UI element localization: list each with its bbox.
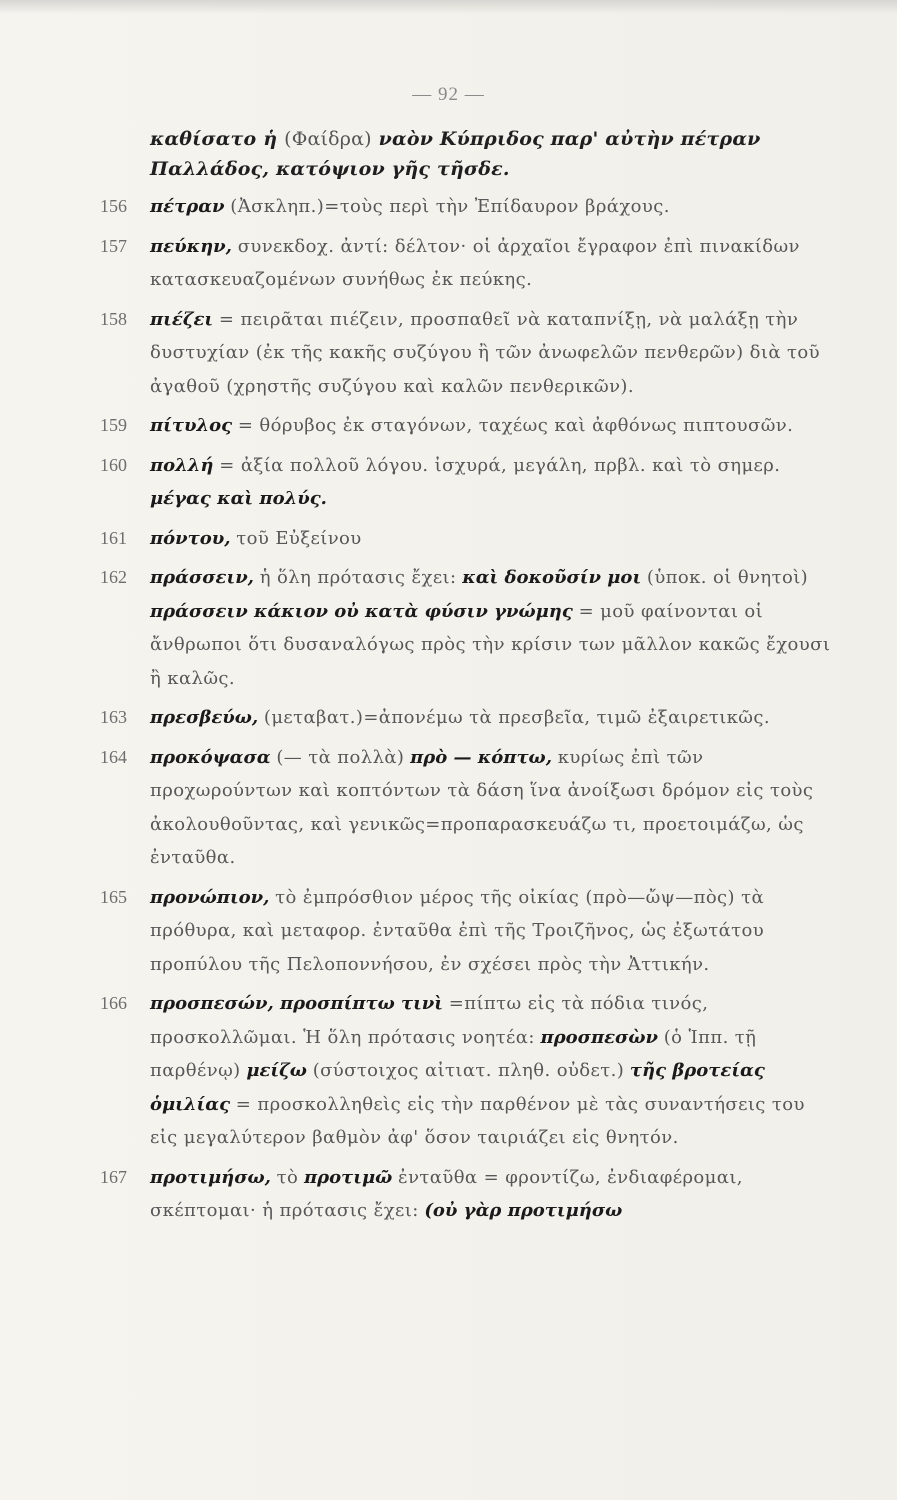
entry-number: 163: [100, 707, 127, 727]
entry-gloss-3: = μοῦ φαίνονται οἱ ἄνθρωποι ὅτι δυσαναλόγως πρὸς τὴν κρίσιν των μᾶλλον κακῶς ἔχουσι ἢ καλῶς.: [150, 600, 831, 689]
heading-line2: Παλλάδος, κατόψιον γῆς τῆσδε.: [150, 158, 510, 180]
entry-number: 167: [100, 1166, 127, 1187]
entry-gloss: τὸ: [276, 1166, 299, 1188]
page-edge-shadow: [0, 0, 897, 14]
entry-number: 159: [100, 415, 127, 435]
entry-gloss-2: ἐνταῦθα = φροντίζω, ἐνδιαφέρομαι, σκέπτομαι· ἡ πρότασις ἔχει:: [150, 1166, 743, 1221]
entry-number: 166: [100, 993, 127, 1013]
entry-gloss: =πίπτω εἰς τὰ πόδια τινός, προσκολλῶμαι. Ἡ ὅλη πρότασις νοητέα:: [150, 993, 709, 1048]
entry-gloss: = ἀξία πολλοῦ λόγου. ἰσχυρά, μεγάλη, πρβλ. καὶ τὸ σημερ.: [219, 454, 781, 476]
heading-line1-rest: ναὸν Κύπριδος παρ' αὐτὴν πέτραν: [378, 128, 761, 150]
entry-lemma: προτιμήσω,: [150, 1166, 271, 1188]
glossary-entry-160: [100, 449, 835, 516]
entry-number: 162: [100, 567, 127, 587]
entry-gloss-4: = προσκολληθεὶς εἰς τὴν παρθένον μὲ τὰς συναντήσεις του εἰς μεγαλύτερον βαθμὸν ἀφ' ὅσον ταιριάζει εἰς θνητόν.: [150, 1093, 805, 1148]
entry-number: 164: [100, 746, 127, 767]
entry-gloss: τοῦ Εὐξείνου: [236, 527, 362, 549]
entry-number: 157: [100, 235, 127, 256]
entry-gloss-3: (σύστοιχος αἰτιατ. πληθ. οὐδετ.): [312, 1060, 625, 1081]
glossary-entry-157: [100, 230, 835, 297]
entry-bold-phrase: πρὸ — κόπτω,: [410, 746, 552, 768]
entry-gloss-2: (ὑποκ. οἱ θνητοὶ): [646, 567, 809, 588]
entry-lemma: προνώπιον,: [150, 886, 270, 908]
entry-gloss: (— τὰ πολλὰ): [276, 746, 405, 768]
glossary-entry-159: [100, 409, 835, 443]
glossary-entry-167: [100, 1161, 835, 1228]
glossary-entry-162: [100, 561, 835, 695]
entry-lemma: πολλή: [150, 454, 214, 476]
entry-gloss: = πειρᾶται πιέζειν, προσπαθεῖ νὰ καταπνίξῃ, νὰ μαλάξῃ τὴν δυστυχίαν (ἐκ τῆς κακῆς συζύγου ἢ τῶν ἀνωφελῶν πενθερῶν) διὰ τοῦ ἀγαθοῦ (χρηστῆς συζύγου καὶ καλῶν πενθερικῶν).: [150, 308, 820, 397]
entry-lemma: πράσσειν,: [150, 567, 254, 588]
entry-lemma: πιέζει: [150, 308, 214, 330]
entry-gloss: συνεκδοχ. ἀντί: δέλτον· οἱ ἀρχαῖοι ἔγραφον ἐπὶ πινακίδων κατασκευαζομένων συνήθως ἐκ πεύκης.: [150, 235, 800, 290]
entry-gloss: ἡ ὅλη πρότασις ἔχει:: [259, 567, 457, 588]
entry-bold-phrase-2: πράσσειν κάκιον οὐ κατὰ φύσιν γνώμης: [150, 600, 573, 622]
entry-lemma: πόντου,: [150, 527, 231, 549]
entry-bold-phrase-2: μείζω: [246, 1060, 307, 1081]
continued-quotation: [150, 124, 835, 184]
glossary-entry-161: [100, 522, 835, 556]
entry-gloss: = θόρυβος ἐκ σταγόνων, ταχέως καὶ ἀφθόνως πιπτουσῶν.: [237, 415, 794, 436]
glossary-entry-166: [100, 987, 835, 1155]
entry-number: 161: [100, 527, 127, 548]
entry-number: 165: [100, 886, 127, 907]
entry-bold-phrase-3: τῆς βροτείας ὁμιλίας: [150, 1060, 765, 1115]
entry-lemma: πρεσβεύω,: [150, 707, 259, 728]
entry-gloss-2: κυρίως ἐπὶ τῶν προχωρούντων καὶ κοπτόντων τὰ δάση ἵνα ἀνοίξωσι δρόμον εἰς τοὺς ἀκολουθοῦντας, καὶ γενικῶς=προπαρασκευάζω τι, προετοιμάζω, ὡς ἐνταῦθα.: [150, 746, 814, 868]
entry-gloss: τὸ ἐμπρόσθιον μέρος τῆς οἰκίας (πρὸ—ὤψ—πὸς) τὰ πρόθυρα, καὶ μεταφορ. ἐνταῦθα ἐπὶ τῆς Τροιζῆνος, ὡς ἐξωτάτου προπύλου τῆς Πελοποννήσου, ἐν σχέσει πρὸς τὴν Ἀττικήν.: [150, 886, 765, 975]
entry-lemma: προκόψασα: [150, 746, 271, 768]
glossary-entry-165: [100, 881, 835, 982]
glossary-entry-156: [100, 190, 835, 224]
entry-tail-bold: μέγας καὶ πολύς.: [150, 488, 327, 509]
entry-lemma: πέτραν: [150, 196, 225, 217]
entry-bold-phrase: καὶ δοκοῦσίν μοι: [462, 567, 642, 588]
entry-number: 158: [100, 308, 127, 329]
heading-line1-italic: καθίσατο ἡ: [150, 128, 278, 150]
glossary-content: [100, 124, 835, 1228]
heading-line1-plain: (Φαίδρα): [284, 128, 372, 150]
glossary-entry-163: [100, 701, 835, 735]
glossary-entry-164: [100, 741, 835, 875]
entry-gloss: (μεταβατ.)=ἀπονέμω τὰ πρεσβεῖα, τιμῶ ἐξαιρετικῶς.: [263, 707, 770, 728]
entry-bold-phrase-2: (οὐ γὰρ προτιμήσω: [424, 1200, 623, 1221]
entry-lemma: προσπεσών, προσπίπτω τινὶ: [150, 993, 443, 1014]
entry-bold-phrase: προσπεσὼν: [540, 1026, 658, 1048]
entry-bold-phrase: προτιμῶ: [304, 1166, 393, 1188]
page-number: — 92 —: [412, 84, 485, 105]
entry-lemma: πεύκην,: [150, 235, 232, 257]
entry-lemma: πίτυλος: [150, 415, 233, 436]
entry-number: 156: [100, 196, 127, 216]
entry-number: 160: [100, 454, 127, 475]
entry-gloss-2: (ὁ Ἱππ. τῇ παρθένῳ): [150, 1026, 757, 1081]
entry-gloss: (Ἀσκληπ.)=τοὺς περὶ τὴν Ἐπίδαυρον βράχους.: [230, 196, 670, 217]
glossary-entry-158: [100, 303, 835, 404]
